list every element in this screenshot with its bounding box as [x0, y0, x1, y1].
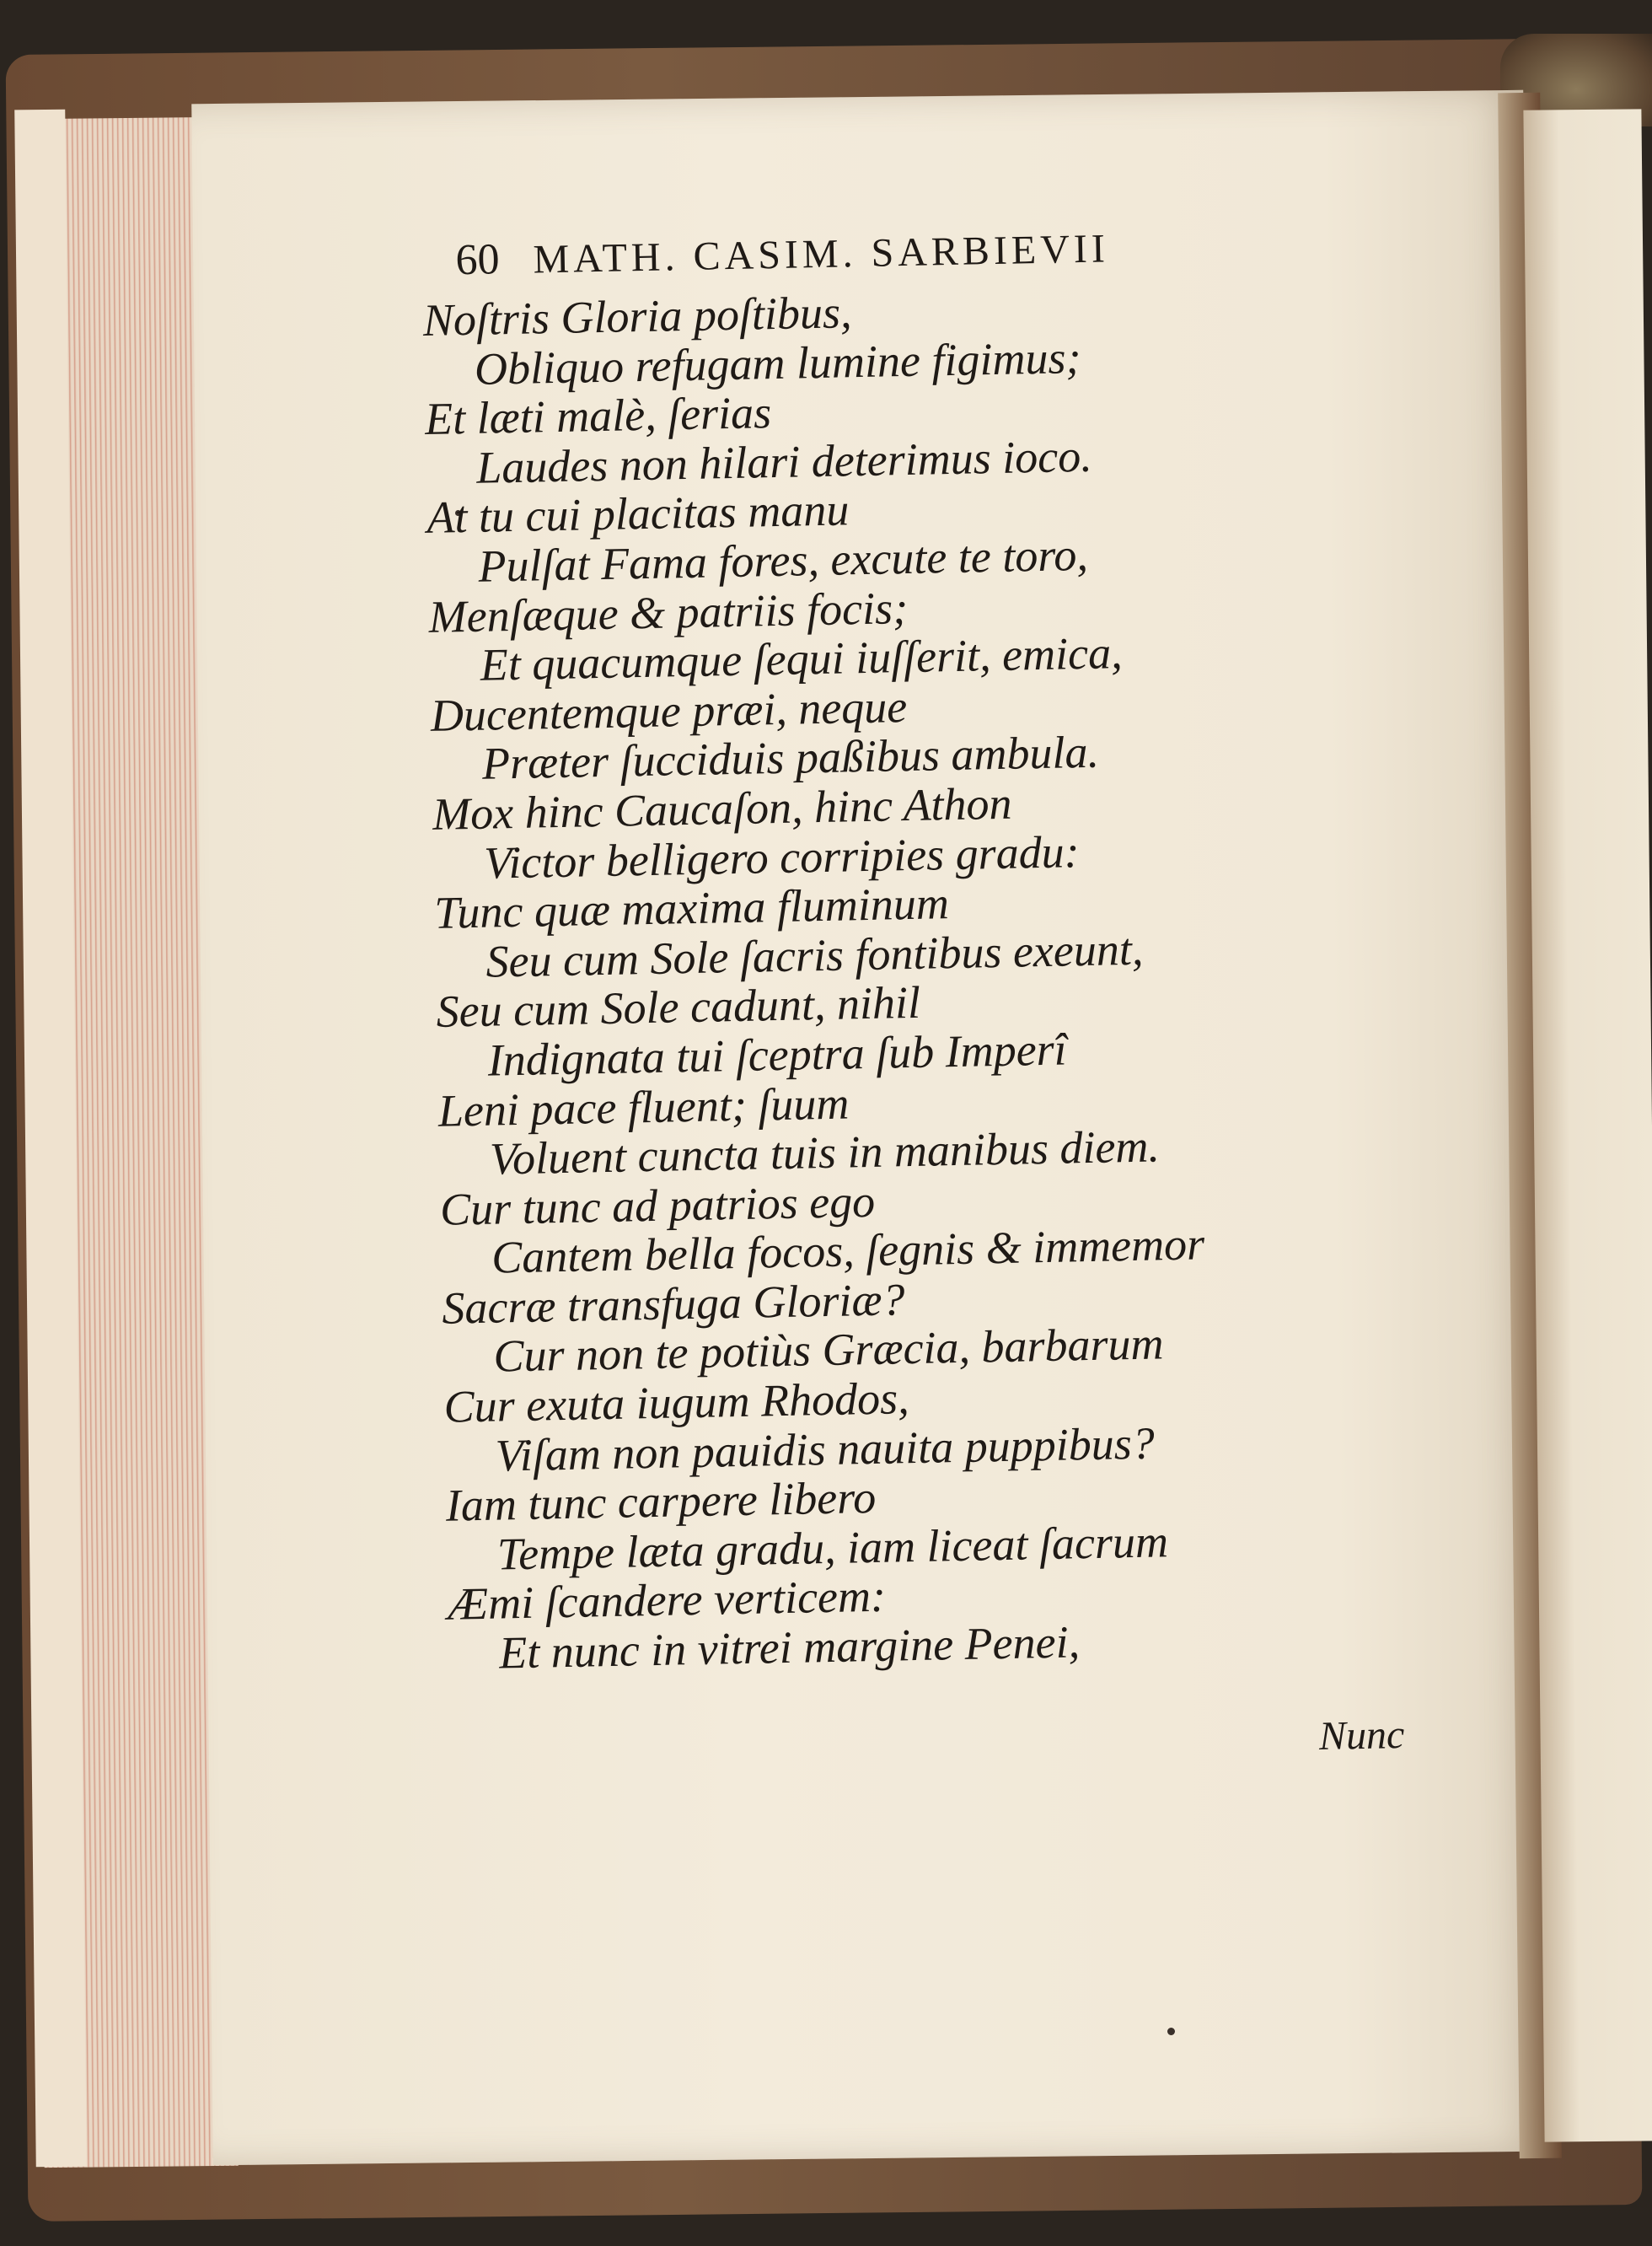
verse-line: Tunc quæ maxima fluminum [433, 878, 950, 938]
verse-line: Pulſat Fama fores, excute te toro, [477, 529, 1089, 592]
verse-line: Et quacumque ſequi iuſſerit, emica, [480, 627, 1124, 690]
page-text-block [421, 216, 1503, 1679]
page-number: 60 [455, 235, 501, 285]
verse-line: Laudes non hilari deterimus ioco. [475, 430, 1093, 493]
verse-line: At tu cui placitas manu [426, 484, 850, 544]
verse-line: Præter ſucciduis paßibus ambula. [481, 727, 1100, 790]
verse-line: Sacræ transfuga Gloriæ? [441, 1274, 905, 1334]
verse-line: Victor belligero corripies gradu: [483, 825, 1081, 889]
verse-line: Cur non te potiùs Græcia, barbarum [492, 1318, 1165, 1383]
running-head: MATH. CASIM. SARBIEVII [533, 226, 1110, 282]
verse-lines [422, 276, 1502, 1679]
verse-line: Cur tunc ad patrios ego [439, 1175, 876, 1235]
verse-line: Ducentemque præi, neque [430, 680, 908, 741]
verse-line: Æmi ſcandere verticem: [447, 1571, 887, 1631]
verse-line: Seu cum Sole ſacris fontibus exeunt, [485, 923, 1144, 987]
verse-line: Iam tunc carpere libero [445, 1472, 877, 1531]
verse-line: Cantem bella focos, ſegnis & immemor [491, 1218, 1205, 1283]
catchword: Nunc [1318, 1711, 1405, 1759]
verse-line: Leni pace fluent; ſuum [437, 1077, 850, 1136]
facing-page-edge [1523, 109, 1652, 2141]
verse-line: Obliquo refugam lumine figimus; [474, 331, 1081, 395]
verse-line: Viſam non pauidis nauita puppibus? [495, 1417, 1156, 1481]
verse-line: Noſtris Gloria poſtibus, [422, 287, 853, 346]
verse-line: Seu cum Sole cadunt, nihil [436, 977, 921, 1038]
verse-line: Menſæque & patriis focis; [428, 582, 909, 642]
verse-line: Et læti malè, ſerias [424, 387, 772, 445]
verse-line: Voluent cuncta tuis in manibus diem. [489, 1120, 1161, 1185]
verse-line: Et nunc in vitrei margine Penei, [498, 1616, 1081, 1679]
verse-line: Indignata tui ſceptra ſub Imperî [487, 1024, 1068, 1086]
ink-speck [1167, 2028, 1175, 2035]
verse-line: Mox hinc Caucaſon, hinc Athon [432, 777, 1013, 840]
verse-line: Tempe læta gradu, iam liceat ſacrum [496, 1516, 1169, 1580]
verse-line: Cur exuta iugum Rhodos, [443, 1373, 910, 1432]
